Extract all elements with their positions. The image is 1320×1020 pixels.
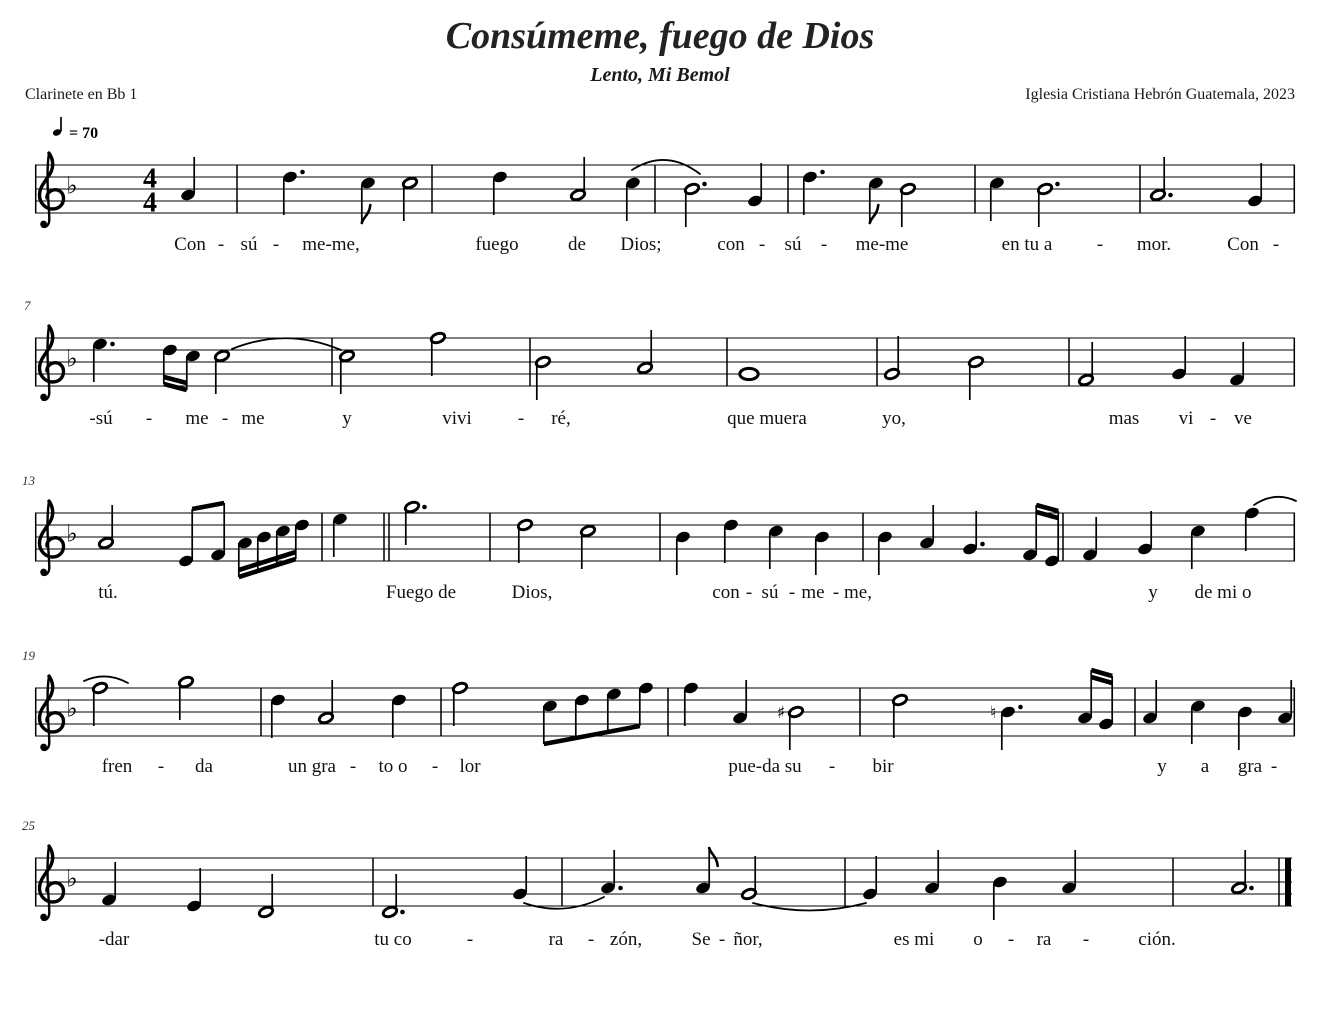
note bbox=[732, 680, 749, 725]
augmentation-dot bbox=[422, 505, 427, 510]
note bbox=[892, 693, 908, 738]
lyric-syllable: - bbox=[466, 929, 474, 950]
lyric-syllable: Fuego de bbox=[385, 582, 457, 603]
lyric-syllable: en tu a bbox=[1001, 234, 1053, 255]
note bbox=[332, 512, 349, 557]
eighth-flag-icon bbox=[709, 848, 718, 866]
measure-number: 19 bbox=[22, 648, 35, 663]
lyric-syllable: - bbox=[217, 234, 225, 255]
note bbox=[92, 681, 108, 726]
time-signature-upper: 4 bbox=[143, 163, 157, 195]
note bbox=[452, 681, 468, 726]
treble-clef-icon bbox=[40, 326, 64, 400]
note bbox=[990, 703, 1023, 750]
note bbox=[430, 331, 446, 376]
lyric-syllable: de bbox=[568, 234, 586, 255]
note bbox=[580, 524, 596, 569]
instrument-label: Clarinete en Bb 1 bbox=[25, 86, 138, 103]
note bbox=[1277, 680, 1294, 725]
lyric-syllable: - bbox=[820, 234, 828, 255]
note bbox=[92, 337, 115, 382]
note bbox=[339, 349, 355, 394]
lyric-syllable: me bbox=[185, 408, 209, 429]
lyric-syllable: mas bbox=[1108, 408, 1140, 429]
lyric-syllable: ve bbox=[1234, 408, 1252, 429]
note bbox=[382, 874, 405, 919]
beam bbox=[192, 503, 224, 509]
key-signature-flat-icon: ♭ bbox=[66, 694, 78, 723]
lyric-syllable: - bbox=[157, 756, 165, 777]
lyric-syllable: - bbox=[718, 929, 726, 950]
lyric-syllable: me, bbox=[844, 582, 872, 603]
note bbox=[989, 176, 1006, 221]
beam bbox=[1091, 670, 1112, 676]
augmentation-dot bbox=[110, 342, 115, 347]
beam bbox=[544, 726, 640, 744]
note bbox=[1237, 705, 1254, 750]
lyric-syllable: fuego bbox=[475, 234, 519, 255]
tempo-value: = 70 bbox=[69, 125, 99, 142]
note bbox=[768, 524, 785, 569]
lyric-syllable: a bbox=[1200, 756, 1210, 777]
note bbox=[402, 176, 418, 221]
note bbox=[492, 170, 509, 215]
lyric-syllable: yo, bbox=[882, 408, 906, 429]
augmentation-dot bbox=[980, 542, 985, 547]
lyric-syllable: de mi o bbox=[1194, 582, 1252, 603]
lyric-syllable: o bbox=[973, 929, 983, 950]
lyric-syllable: vi bbox=[1178, 408, 1194, 429]
treble-clef-icon bbox=[40, 676, 64, 750]
accidental-sharp-icon: ♯ bbox=[776, 703, 786, 723]
lyric-syllable: zón, bbox=[609, 929, 643, 950]
lyric-syllable: gra bbox=[1237, 756, 1263, 777]
note bbox=[747, 163, 764, 208]
augmentation-dot bbox=[1168, 193, 1173, 198]
lyric-syllable: - bbox=[587, 929, 595, 950]
augmentation-dot bbox=[1055, 182, 1060, 187]
note bbox=[723, 518, 740, 563]
note bbox=[884, 336, 900, 381]
lyric-syllable: - bbox=[145, 408, 153, 429]
lyric-syllable: - bbox=[1082, 929, 1090, 950]
measure-number: 25 bbox=[22, 818, 35, 833]
lyric-syllable: - bbox=[832, 582, 840, 603]
key-signature-flat-icon: ♭ bbox=[66, 519, 78, 548]
note bbox=[258, 874, 274, 919]
lyric-syllable: ra bbox=[1036, 929, 1052, 950]
lyric-syllable: y bbox=[1157, 756, 1167, 777]
notehead bbox=[740, 368, 758, 379]
lyric-syllable: me bbox=[241, 408, 265, 429]
note bbox=[512, 856, 529, 901]
staff-system bbox=[24, 298, 1295, 429]
note bbox=[186, 868, 203, 913]
lyric-syllable: me bbox=[801, 582, 825, 603]
treble-clef-icon bbox=[40, 153, 64, 227]
note bbox=[683, 681, 700, 726]
lyric-syllable: - bbox=[828, 756, 836, 777]
tempo-marking bbox=[52, 117, 98, 142]
lyric-syllable: - bbox=[349, 756, 357, 777]
note bbox=[992, 875, 1009, 920]
time-signature-lower: 4 bbox=[143, 187, 157, 219]
lyric-syllable: - bbox=[221, 408, 229, 429]
staff-system bbox=[22, 473, 1296, 603]
note bbox=[404, 500, 427, 545]
note bbox=[178, 675, 194, 720]
lyric-syllable: ré, bbox=[551, 408, 571, 429]
augmentation-dot bbox=[1249, 886, 1254, 891]
note bbox=[741, 856, 757, 901]
note bbox=[1142, 680, 1159, 725]
beam bbox=[164, 384, 187, 390]
beamed-note-group bbox=[237, 518, 311, 577]
lyric-syllable: - bbox=[517, 408, 525, 429]
tie-slur bbox=[1254, 497, 1296, 505]
measure-number: 13 bbox=[22, 473, 35, 488]
augmentation-dot bbox=[300, 170, 305, 175]
lyric-syllable: Con bbox=[1227, 234, 1259, 255]
lyric-syllable: to o bbox=[378, 756, 408, 777]
lyric-syllable: vivi bbox=[442, 408, 472, 429]
lyric-syllable: tu co bbox=[374, 929, 412, 950]
beam bbox=[164, 377, 187, 383]
augmentation-dot bbox=[702, 182, 707, 187]
note bbox=[98, 505, 114, 550]
augmentation-dot bbox=[400, 910, 405, 915]
lyric-syllable: ra bbox=[548, 929, 564, 950]
lyric-syllable: sú bbox=[761, 582, 779, 603]
note bbox=[868, 176, 885, 223]
lyric-syllable: bir bbox=[872, 756, 894, 777]
note bbox=[1229, 342, 1246, 387]
lyric-syllable: -sú bbox=[89, 408, 113, 429]
lyric-syllable: con bbox=[712, 582, 740, 603]
note bbox=[535, 355, 551, 400]
key-signature-flat-icon: ♭ bbox=[66, 344, 78, 373]
key-signature-flat-icon: ♭ bbox=[66, 864, 78, 893]
note bbox=[924, 850, 941, 895]
note bbox=[1171, 336, 1188, 381]
tie-slur bbox=[632, 160, 700, 174]
lyric-syllable: ñor, bbox=[733, 929, 763, 950]
note bbox=[180, 157, 197, 202]
accidental-natural-icon: ♮ bbox=[989, 703, 997, 723]
lyric-syllable: que muera bbox=[727, 408, 807, 429]
note bbox=[214, 349, 230, 394]
lyric-syllable: - bbox=[1007, 929, 1015, 950]
lyric-syllable: es mi bbox=[893, 929, 935, 950]
lyric-syllable: - bbox=[272, 234, 280, 255]
lyric-syllable: mor. bbox=[1136, 234, 1172, 255]
note bbox=[900, 182, 916, 227]
lyric-syllable: fren bbox=[101, 756, 133, 777]
lyric-syllable: con bbox=[717, 234, 745, 255]
augmentation-dot bbox=[618, 886, 623, 891]
tie-slur bbox=[753, 903, 866, 911]
measure-number: 7 bbox=[24, 298, 31, 313]
staff-system bbox=[22, 648, 1295, 777]
lyric-syllable: sú bbox=[784, 234, 802, 255]
note bbox=[1247, 163, 1264, 208]
note bbox=[517, 518, 533, 563]
note bbox=[777, 703, 804, 750]
lyric-syllable: Con bbox=[174, 234, 206, 255]
tie-slur bbox=[524, 897, 604, 909]
note bbox=[675, 530, 692, 575]
lyric-syllable: - bbox=[1209, 408, 1217, 429]
lyric-syllable: pue-da su bbox=[728, 756, 802, 777]
eighth-flag-icon bbox=[870, 205, 879, 223]
lyric-syllable: - bbox=[1270, 756, 1278, 777]
lyric-syllable: - bbox=[431, 756, 439, 777]
lyric-syllable: da bbox=[195, 756, 213, 777]
note bbox=[968, 355, 984, 400]
lyric-syllable: - bbox=[788, 582, 796, 603]
lyric-syllable: tú. bbox=[98, 582, 118, 603]
lyric-syllable: un gra bbox=[287, 756, 337, 777]
note bbox=[1137, 511, 1154, 556]
note bbox=[1244, 506, 1261, 551]
lyric-syllable: Dios, bbox=[511, 582, 553, 603]
key-signature-flat-icon: ♭ bbox=[66, 171, 78, 200]
note bbox=[1150, 157, 1173, 202]
lyric-syllable: - bbox=[1272, 234, 1280, 255]
note bbox=[600, 850, 623, 895]
eighth-flag-icon bbox=[362, 205, 371, 223]
final-barline-thick bbox=[1285, 858, 1291, 906]
note bbox=[919, 505, 936, 550]
note bbox=[1061, 850, 1078, 895]
lyric-syllable: - bbox=[745, 582, 753, 603]
note bbox=[1190, 699, 1207, 744]
note bbox=[1082, 517, 1099, 562]
note bbox=[1078, 342, 1094, 387]
note bbox=[1190, 524, 1207, 569]
note bbox=[877, 530, 894, 575]
subtitle: Lento, Mi Bemol bbox=[590, 64, 730, 86]
page-title: Consúmeme, fuego de Dios bbox=[445, 15, 875, 57]
staff-system bbox=[35, 153, 1295, 255]
tie-slur bbox=[84, 676, 128, 683]
lyric-syllable: y bbox=[342, 408, 352, 429]
lyric-syllable: - bbox=[1096, 234, 1104, 255]
lyric-syllable: -dar bbox=[98, 929, 130, 950]
attribution: Iglesia Cristiana Hebrón Guatemala, 2023 bbox=[1025, 86, 1295, 103]
note bbox=[740, 368, 758, 379]
lyric-syllable: ción. bbox=[1138, 929, 1176, 950]
note bbox=[695, 848, 718, 895]
augmentation-dot bbox=[820, 170, 825, 175]
augmentation-dot bbox=[1018, 705, 1023, 710]
lyric-syllable: me-me bbox=[855, 234, 909, 255]
note bbox=[318, 680, 334, 725]
staff-system bbox=[22, 818, 1292, 950]
treble-clef-icon bbox=[40, 501, 64, 575]
lyric-syllable: - bbox=[758, 234, 766, 255]
beam bbox=[1091, 677, 1112, 683]
note bbox=[570, 157, 586, 202]
lyric-syllable: y bbox=[1148, 582, 1158, 603]
lyric-syllable: sú bbox=[240, 234, 258, 255]
beam bbox=[1036, 505, 1058, 511]
note bbox=[1231, 850, 1254, 895]
note bbox=[862, 856, 879, 901]
tie-slur bbox=[232, 338, 341, 350]
lyric-syllable: Se bbox=[691, 929, 711, 950]
treble-clef-icon bbox=[40, 846, 64, 920]
lyric-syllable: lor bbox=[459, 756, 481, 777]
note bbox=[360, 176, 377, 223]
lyric-syllable: me-me, bbox=[302, 234, 360, 255]
note bbox=[270, 693, 287, 738]
note bbox=[391, 693, 408, 738]
note bbox=[101, 862, 118, 907]
note bbox=[625, 176, 642, 221]
note bbox=[814, 530, 831, 575]
note bbox=[637, 330, 653, 375]
lyric-syllable: Dios; bbox=[620, 234, 662, 255]
